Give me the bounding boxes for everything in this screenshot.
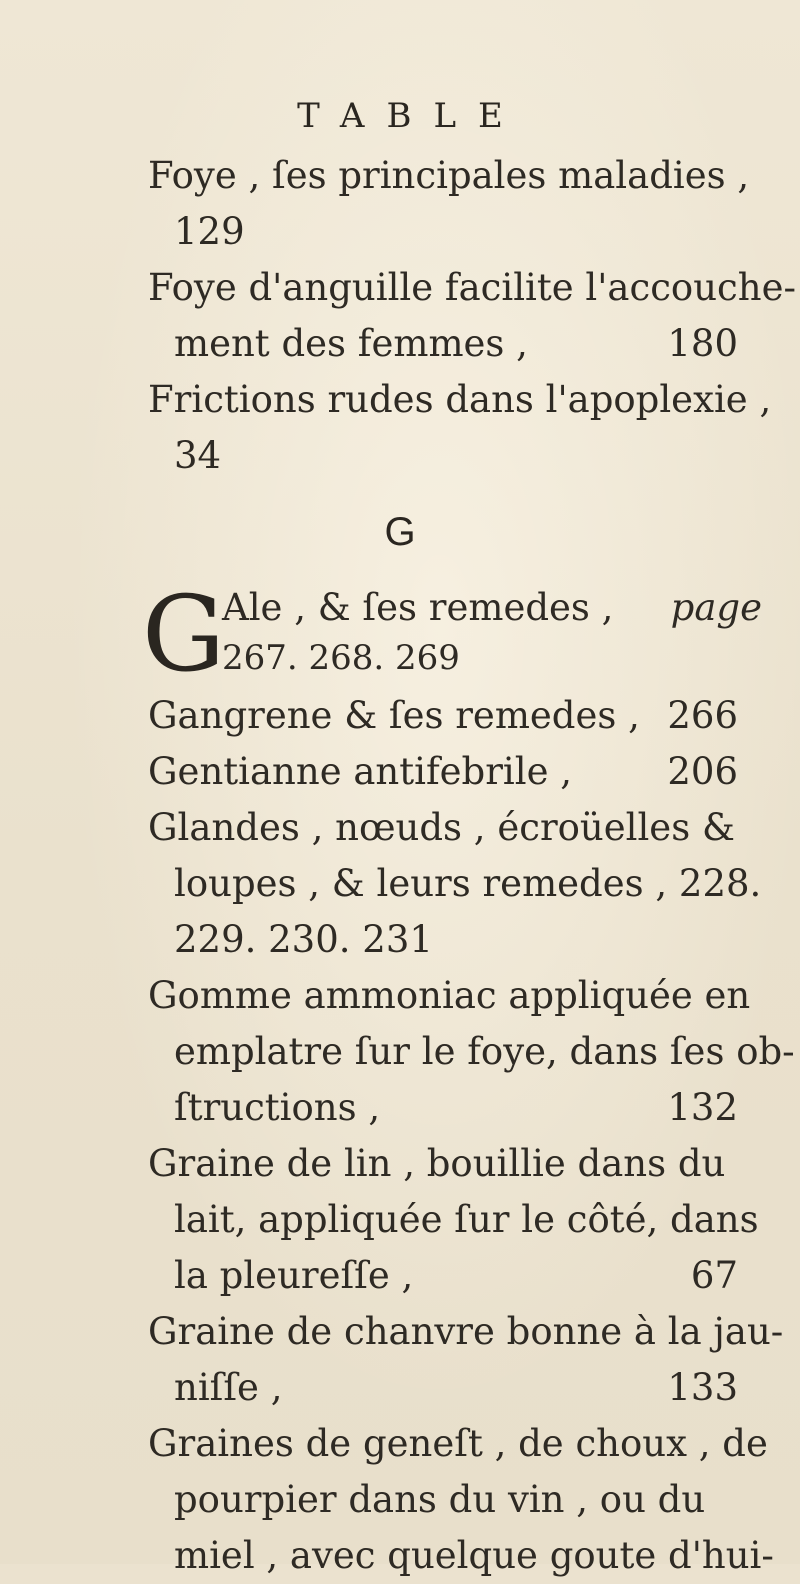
page-reference: 133 (667, 1366, 738, 1409)
index-entry-graine-de-chanvre (0, 1304, 800, 1416)
index-entry-foye-danguille (0, 260, 800, 372)
entry-line (0, 1360, 800, 1416)
entry-text: ment des femmes , (174, 322, 528, 365)
page-reference: 129 (174, 210, 245, 253)
page-reference: 132 (667, 1086, 738, 1129)
entry-line (0, 856, 800, 912)
entry-text: Gangrene & ſes remedes , (148, 694, 640, 737)
page-reference: 67 (690, 1254, 738, 1297)
entry-text: lait, appliquée ſur le côté, dans (174, 1198, 759, 1241)
entry-line (0, 912, 800, 968)
entry-line (0, 1192, 800, 1248)
entry-text: Graine de lin , bouillie dans du (148, 1142, 726, 1185)
entry-line (0, 260, 800, 316)
entry-line (0, 744, 800, 800)
page-reference: 267. 268. 269 (222, 638, 460, 678)
entry-text: miel , avec quelque goute d'hui- (174, 1534, 774, 1577)
section-letter: G (384, 510, 416, 554)
index-entry-graines-de-geneft (0, 1416, 800, 1584)
entry-text: niſſe , (174, 1366, 283, 1409)
index-entry-frictions (0, 372, 800, 484)
entry-text: Ale , & ſes remedes , (222, 586, 614, 629)
index-entry-gentianne (0, 744, 800, 800)
page-reference: 266 (667, 694, 738, 737)
page-reference: 206 (667, 750, 738, 793)
page-label: page (670, 586, 762, 629)
entry-line (0, 1024, 800, 1080)
entry-line (222, 630, 460, 686)
index-entry-gangrene (0, 688, 800, 744)
entry-text: la pleureſſe , (174, 1254, 414, 1297)
entry-line (0, 1416, 800, 1472)
entry-text: loupes , & leurs remedes , 228. (174, 862, 762, 905)
index-entry-graine-de-lin (0, 1136, 800, 1304)
index-entry-foye (0, 148, 800, 260)
entry-line (0, 1080, 800, 1136)
entry-line (0, 372, 800, 428)
entry-text: Gentianne antifebrile , (148, 750, 573, 793)
entry-line (0, 204, 800, 260)
entry-line (0, 1472, 800, 1528)
index-entry-gale (0, 573, 800, 695)
drop-cap-initial: G (142, 573, 226, 695)
entry-text: ſtructions , (174, 1086, 381, 1129)
page-reference: 34 (174, 434, 222, 477)
index-entries (0, 148, 800, 1584)
entry-line (0, 688, 800, 744)
entry-text: emplatre ſur le foye, dans ſes ob- (174, 1030, 795, 1073)
entry-text: Foye d'anguille facilite l'accouche- (148, 266, 796, 309)
entry-line (0, 1136, 800, 1192)
entry-text: Gomme ammoniac appliquée en (148, 974, 751, 1017)
entry-text: Foye , ſes principales maladies , (148, 154, 750, 197)
entry-line (0, 1528, 800, 1584)
entry-line (222, 580, 762, 636)
entry-text: Graine de chanvre bonne à la jau- (148, 1310, 784, 1353)
entry-text: pourpier dans du vin , ou du (174, 1478, 706, 1521)
entry-line (0, 968, 800, 1024)
entry-line (0, 1304, 800, 1360)
entry-text: Frictions rudes dans l'apoplexie , (148, 378, 772, 421)
running-head: TABLE (297, 96, 525, 136)
entry-text: Graines de geneſt , de choux , de (148, 1422, 768, 1465)
entry-line (0, 148, 800, 204)
index-entry-glandes (0, 800, 800, 968)
index-entry-gomme (0, 968, 800, 1136)
entry-line (0, 316, 800, 372)
entry-line (0, 1248, 800, 1304)
entry-line (0, 428, 800, 484)
page-reference: 229. 230. 231 (174, 918, 433, 961)
page-reference: 180 (667, 322, 738, 365)
entry-text: Glandes , nœuds , écroüelles & (148, 806, 735, 849)
entry-line (0, 800, 800, 856)
